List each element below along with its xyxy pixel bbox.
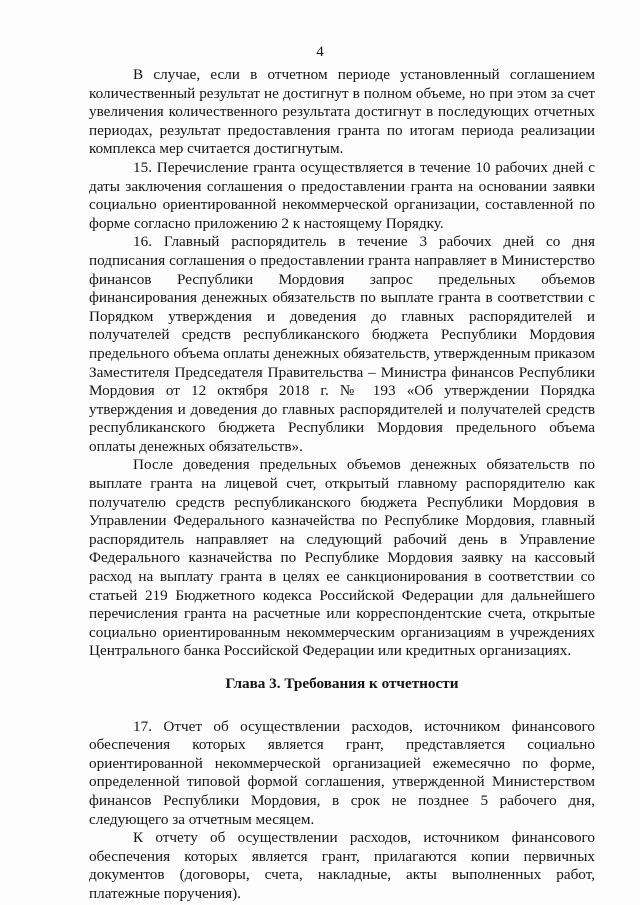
paragraph-after-limits: После доведения предельных объемов денежных обязательств по выплате гранта на лицевой счет, открытый главному распорядителю как получателю средств республиканского бюджета Республики Мордовия в Управлении Федерального казначейства по Республике Мордовия, главный распорядитель направляет на следующий рабочий день в Управление Федерального казначейства по Республике Мордовия заявку на кассовый расход на выплату гранта в целях ее санкционирования в соответствии со статьей 219 Бюджетного кодекса Российской Федерации для дальнейшего перечисления гранта на расчетные или корреспондентские счета, открытые социально ориентированным некоммерческим организациям в учреждениях Центрального банка Российской Федерации или кредитных организациях. — [89, 456, 595, 660]
paragraph-quantitative-result: В случае, если в отчетном периоде установленный соглашением количественный результат не достигнут в полном объеме, но при этом за счет увеличения количественного результата достигнут в последующих отчетных периодах, результат предоставления гранта по итогам периода реализации комплекса мер считается достигнутым. — [89, 66, 595, 158]
chapter-heading: Глава 3. Требования к отчетности — [225, 675, 459, 692]
paragraph-item-16: 16. Главный распорядитель в течение 3 рабочих дней со дня подписания соглашения о предоставлении гранта направляет в Министерство финансов Республики Мордовия запрос предельных объемов финансирования денежных обязательств по выплате гранта в соответствии с Порядком утверждения и доведения до главных распорядителей и получателей средств республиканского бюджета Республики Мордовия предельного объема оплаты денежных обязательств, утвержденным приказом Заместителя Председателя Правительства – Министра финансов Республики Мордовия от 12 октября 2018 г. № 193 «Об утверждении Порядка утверждения и доведения до главных распорядителей и получателей средств республиканского бюджета Республики Мордовия предельного объема оплаты денежных обязательств». — [89, 233, 595, 455]
paragraph-report-attachments: К отчету об осуществлении расходов, источником финансового обеспечения которых является грант, прилагаются копии первичных документов (договоры, счета, накладные, акты выполненных работ, платежные поручения). — [89, 829, 595, 902]
page-number: 4 — [316, 44, 324, 60]
paragraph-item-15: 15. Перечисление гранта осуществляется в течение 10 рабочих дней с даты заключения соглашения о предоставлении гранта на основании заявки социально ориентированной некоммерческой организации, составленной по форме согласно приложению 2 к настоящему Порядку. — [89, 158, 595, 232]
paragraph-item-17: 17. Отчет об осуществлении расходов, источником финансового обеспечения которых является грант, представляется социально ориентированной некоммерческой организацией ежемесячно по форме, определенной типовой формой соглашения, утвержденной Министерством финансов Республики Мордовия, в срок не позднее 5 рабочего дня, следующего за отчетным месяцем. — [89, 717, 595, 828]
document-body — [89, 66, 595, 904]
